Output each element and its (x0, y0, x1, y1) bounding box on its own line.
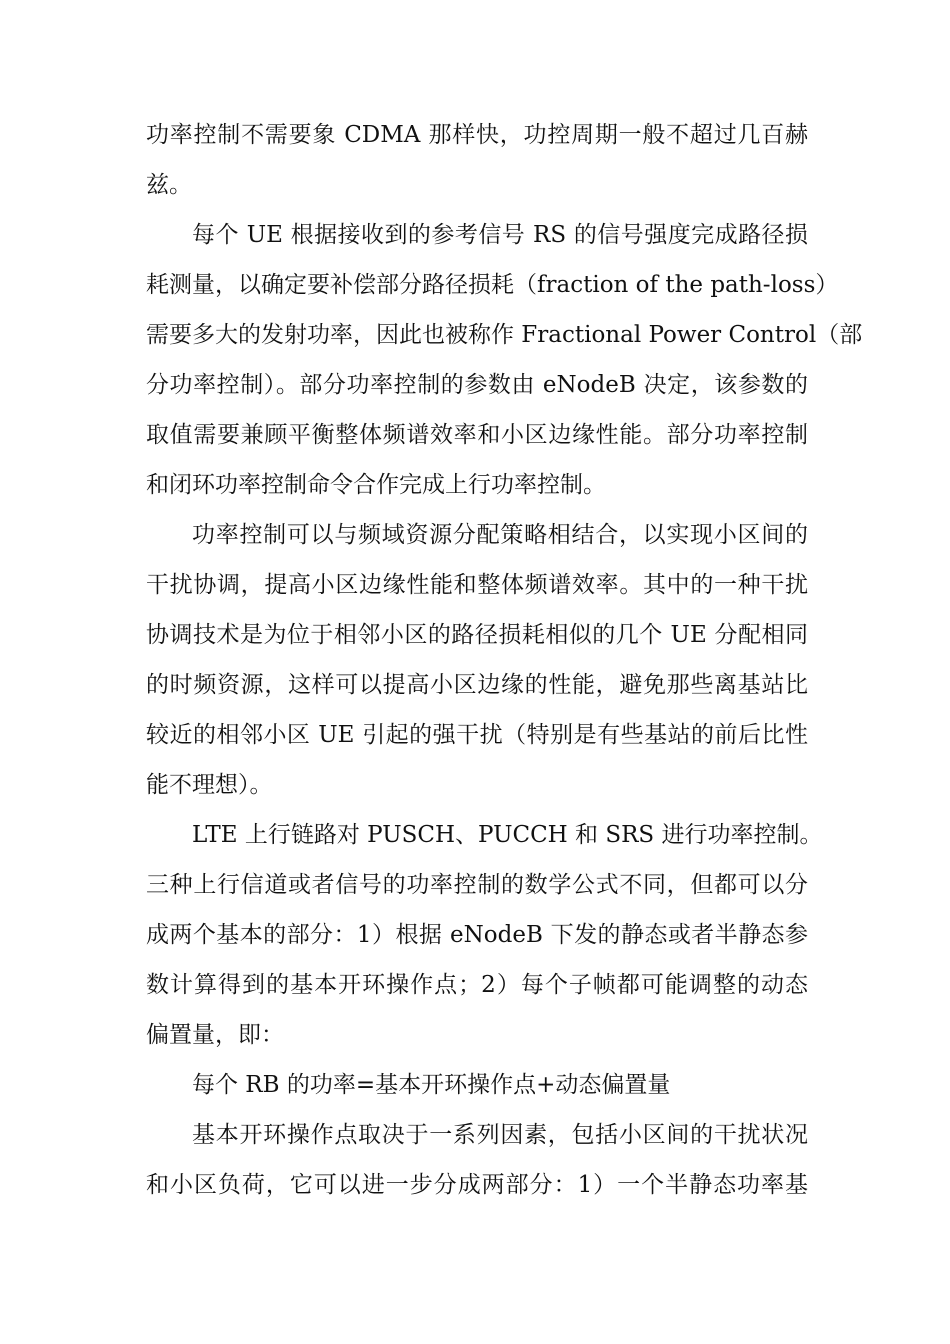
text-line: 取值需要兼顾平衡整体频谱效率和小区边缘性能。部分功率控制 (146, 422, 808, 448)
paragraph-start-line: 功率控制可以与频域资源分配策略相结合，以实现小区间的 (192, 522, 808, 548)
text-line: 需要多大的发射功率，因此也被称作 Fractional Power Control（部 (146, 322, 863, 348)
text-line: 干扰协调，提高小区边缘性能和整体频谱效率。其中的一种干扰 (146, 572, 808, 598)
text-line: 能不理想）。 (146, 772, 273, 798)
text-line: 分功率控制）。部分功率控制的参数由 eNodeB 决定，该参数的 (146, 372, 808, 398)
paragraph-start-line: LTE 上行链路对 PUSCH、PUCCH 和 SRS 进行功率控制。 (192, 822, 823, 848)
text-line: 数计算得到的基本开环操作点；2）每个子帧都可能调整的动态 (146, 972, 808, 998)
text-line: 三种上行信道或者信号的功率控制的数学公式不同，但都可以分 (146, 872, 808, 898)
text-line: 和小区负荷，它可以进一步分成两部分：1）一个半静态功率基 (146, 1172, 808, 1198)
paragraph-start-line: 基本开环操作点取决于一系列因素，包括小区间的干扰状况 (192, 1122, 808, 1148)
formula-line: 每个 RB 的功率=基本开环操作点+动态偏置量 (192, 1072, 671, 1098)
text-line: 偏置量，即： (146, 1022, 284, 1048)
paragraph-start-line: 每个 UE 根据接收到的参考信号 RS 的信号强度完成路径损 (192, 222, 808, 248)
text-line: 较近的相邻小区 UE 引起的强干扰（特别是有些基站的前后比性 (146, 722, 808, 748)
text-line: 的时频资源，这样可以提高小区边缘的性能，避免那些离基站比 (146, 672, 808, 698)
text-line: 功率控制不需要象 CDMA 那样快，功控周期一般不超过几百赫 (146, 122, 808, 148)
text-line: 耗测量，以确定要补偿部分路径损耗（fraction of the path-loss） (146, 272, 839, 298)
text-line: 协调技术是为位于相邻小区的路径损耗相似的几个 UE 分配相同 (146, 622, 808, 648)
text-line: 和闭环功率控制命令合作完成上行功率控制。 (146, 472, 606, 498)
text-line: 成两个基本的部分：1）根据 eNodeB 下发的静态或者半静态参 (146, 922, 808, 948)
text-line: 兹。 (146, 172, 192, 198)
